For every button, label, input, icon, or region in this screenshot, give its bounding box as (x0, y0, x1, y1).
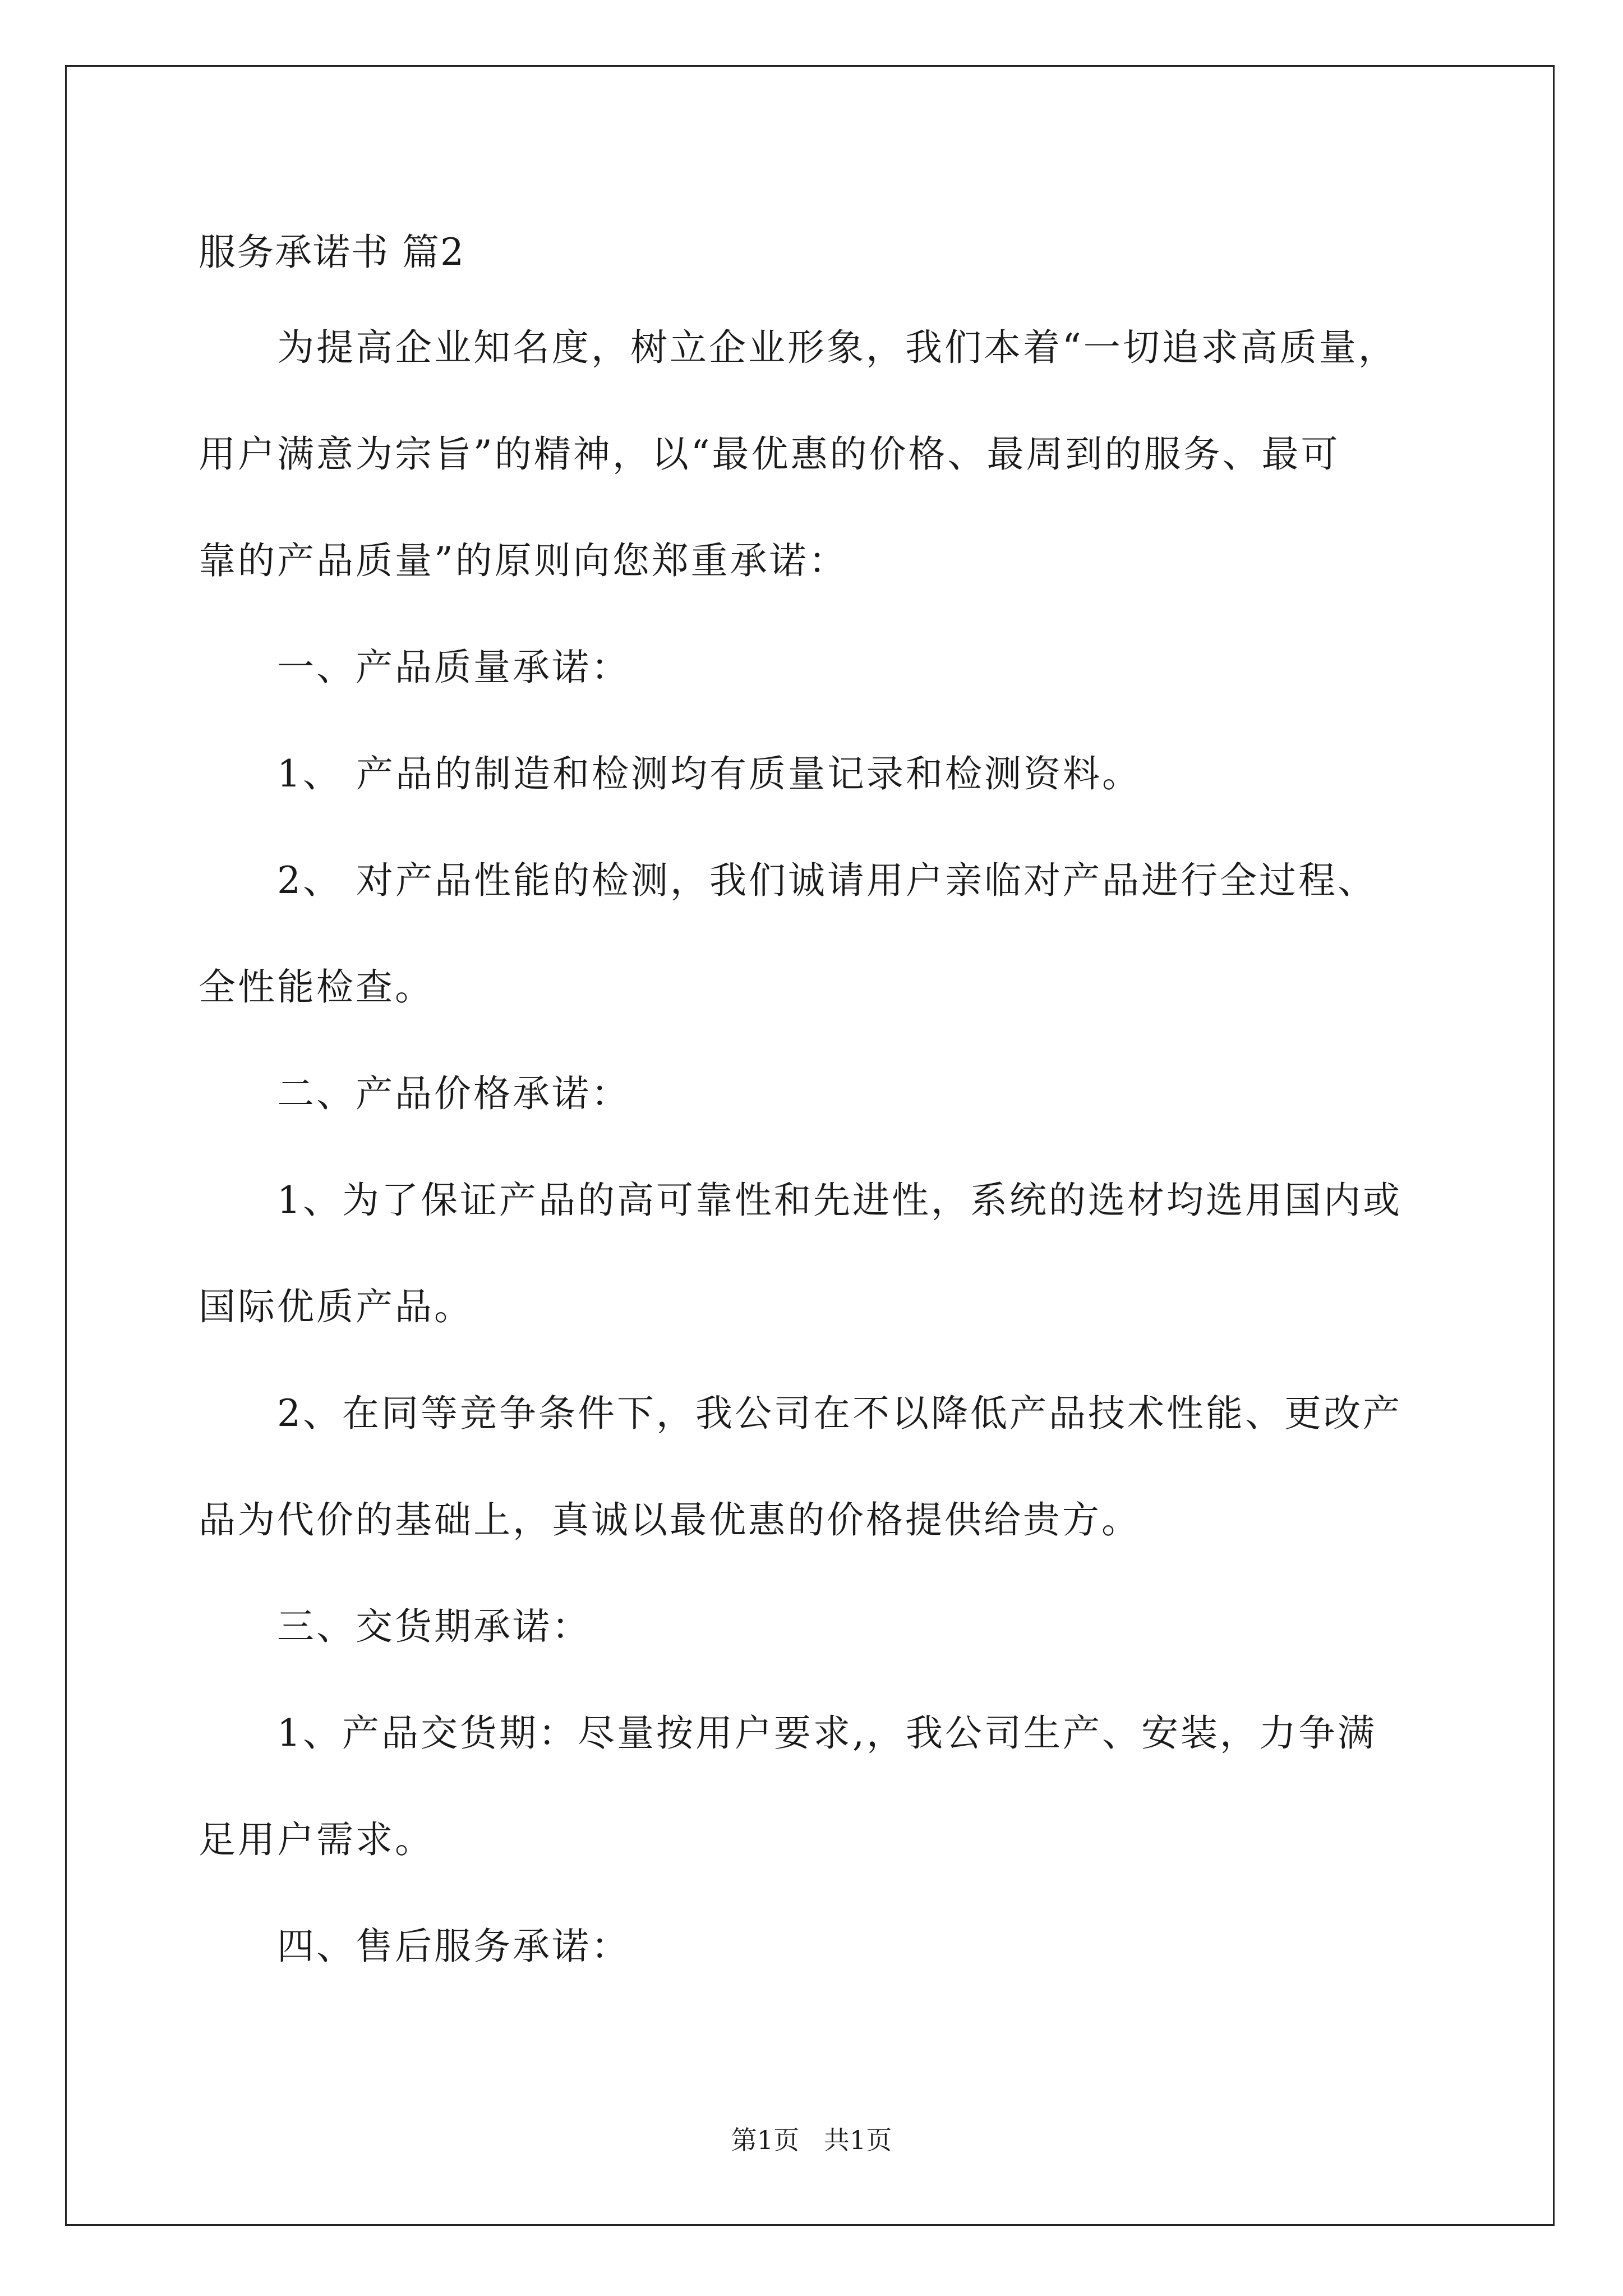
text-line: 靠的产品质量”的原则向您郑重承诺： (199, 539, 848, 582)
text-line: 1、为了保证产品的高可靠性和先进性，系统的选材均选用国内或 (199, 1179, 1402, 1222)
section-heading: 二、产品价格承诺： (199, 1072, 630, 1115)
text-line: 2、在同等竞争条件下，我公司在不以降低产品技术性能、更改产 (199, 1392, 1402, 1435)
text-line: 为提高企业知名度，树立企业形象，我们本着“一切追求高质量， (199, 326, 1398, 369)
section-heading: 一、产品质量承诺： (199, 646, 630, 689)
section-heading: 三、交货期承诺： (199, 1605, 591, 1648)
text-line: 国际优质产品。 (199, 1285, 473, 1328)
text-line: 品为代价的基础上，真诚以最优惠的价格提供给贵方。 (199, 1498, 1141, 1542)
page-number-footer: 第1页 共1页 (731, 2125, 892, 2155)
text-line: 1、产品交货期：尽量按用户要求,，我公司生产、安装，力争满 (199, 1711, 1377, 1755)
text-line: 全性能检查。 (199, 965, 434, 1009)
page-border (65, 65, 1555, 2226)
text-line: 用户满意为宗旨”的精神，以“最优惠的价格、最周到的服务、最可 (199, 432, 1340, 476)
document-title: 服务承诺书 篇2 (199, 231, 465, 274)
section-heading: 四、售后服务承诺： (199, 1925, 630, 1968)
text-line: 1、 产品的制造和检测均有质量记录和检测资料。 (199, 752, 1141, 795)
text-line: 足用户需求。 (199, 1818, 434, 1861)
text-line: 2、 对产品性能的检测，我们诚请用户亲临对产品进行全过程、 (199, 859, 1377, 902)
